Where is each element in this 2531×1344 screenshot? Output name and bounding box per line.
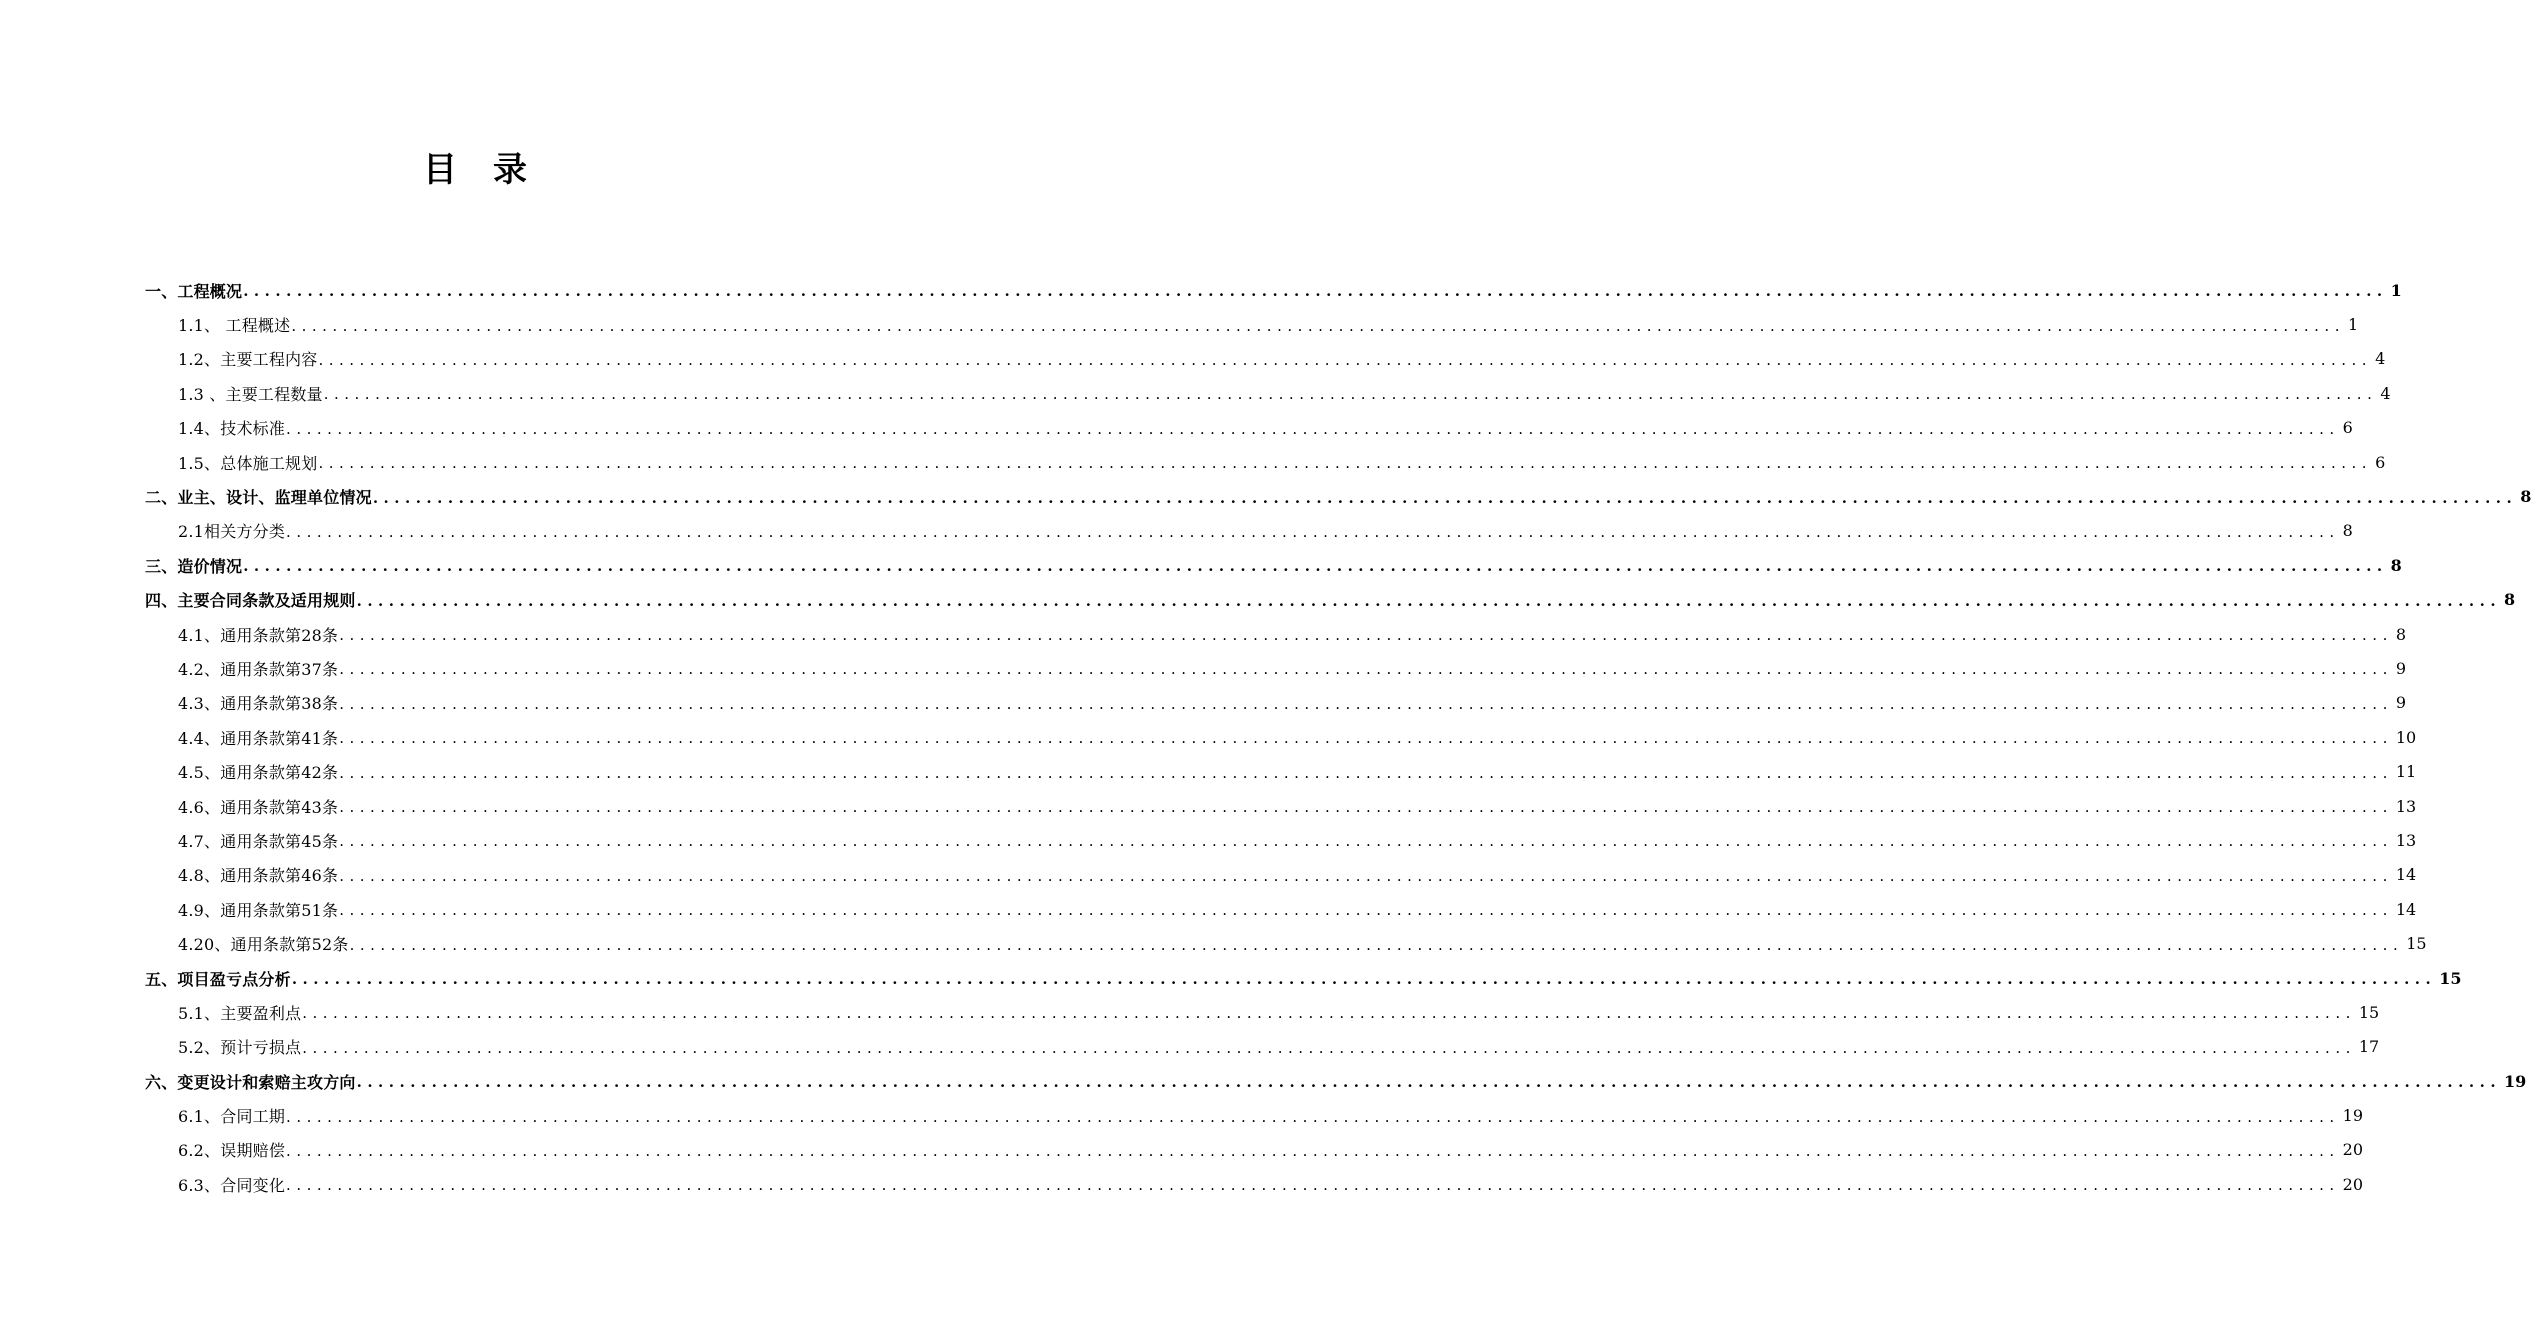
- toc-section-entry[interactable]: [0, 651, 2407, 685]
- toc-entry-title: 4.20、通用条款第52条: [178, 935, 349, 955]
- toc-section-entry[interactable]: [0, 858, 2417, 892]
- toc-dot-leader: ........................................................................................................................................................................................................: [302, 1038, 2356, 1057]
- toc-page-number: 15: [2358, 1002, 2380, 1022]
- toc-dot-leader: ........................................................................................................................................................................................................: [339, 694, 2393, 713]
- toc-dot-leader: ........................................................................................................................................................................................................: [323, 385, 2378, 404]
- toc-page-number: 13: [2395, 830, 2417, 850]
- toc-entry-title: 6.3、合同变化: [178, 1175, 286, 1195]
- toc-page-number: 9: [2395, 658, 2407, 678]
- toc-dot-leader: ........................................................................................................................................................................................................: [339, 729, 2393, 748]
- toc-dot-leader: ........................................................................................................................................................................................................: [243, 557, 2388, 576]
- toc-section-entry[interactable]: [0, 1098, 2364, 1132]
- toc-entry-title: 4.9、通用条款第51条: [178, 900, 339, 920]
- toc-page-number: 6: [2342, 418, 2353, 438]
- toc-dot-leader: ........................................................................................................................................................................................................: [339, 832, 2393, 851]
- toc-entry-title: 二、业主、设计、监理单位情况: [145, 488, 372, 508]
- toc-dot-leader: ........................................................................................................................................................................................................: [318, 350, 2373, 369]
- toc-page-number: 14: [2395, 865, 2417, 885]
- toc-section-entry[interactable]: [0, 789, 2417, 823]
- page-title: 目录: [423, 150, 563, 190]
- toc-entry-title: 4.1、通用条款第28条: [178, 625, 339, 645]
- toc-page-number: 20: [2342, 1174, 2364, 1194]
- toc-page-number: 8: [2504, 590, 2516, 610]
- toc-dot-leader: ........................................................................................................................................................................................................: [286, 1107, 2340, 1126]
- toc-section-entry[interactable]: [0, 823, 2417, 857]
- toc-dot-leader: ........................................................................................................................................................................................................: [286, 419, 2340, 438]
- toc-page-number: 17: [2358, 1037, 2380, 1057]
- table-of-contents: [0, 273, 2531, 1202]
- toc-section-entry[interactable]: [0, 1133, 2364, 1167]
- toc-dot-leader: ........................................................................................................................................................................................................: [286, 522, 2340, 541]
- toc-entry-title: 4.7、通用条款第45条: [178, 831, 339, 851]
- toc-chapter-entry[interactable]: [0, 548, 2402, 582]
- toc-page-number: 11: [2395, 762, 2417, 782]
- toc-page-number: 9: [2395, 693, 2407, 713]
- toc-dot-leader: ........................................................................................................................................................................................................: [356, 1073, 2502, 1092]
- toc-entry-title: 4.5、通用条款第42条: [178, 763, 339, 783]
- toc-chapter-entry[interactable]: [0, 1064, 2527, 1098]
- toc-entry-title: 六、变更设计和索赔主攻方向: [145, 1072, 356, 1092]
- toc-dot-leader: ........................................................................................................................................................................................................: [291, 970, 2437, 988]
- toc-page-number: 8: [2342, 521, 2353, 541]
- toc-entry-title: 4.3、通用条款第38条: [178, 694, 339, 714]
- toc-dot-leader: ........................................................................................................................................................................................................: [339, 798, 2393, 817]
- toc-section-entry[interactable]: [0, 1167, 2364, 1201]
- toc-page-number: 4: [2375, 349, 2386, 369]
- toc-section-entry[interactable]: [0, 445, 2386, 479]
- toc-page-number: 6: [2375, 452, 2386, 472]
- toc-section-entry[interactable]: [0, 514, 2353, 548]
- toc-page-number: 20: [2342, 1140, 2364, 1160]
- toc-dot-leader: ........................................................................................................................................................................................................: [286, 1141, 2340, 1160]
- toc-page-number: 10: [2395, 727, 2417, 747]
- toc-dot-leader: ........................................................................................................................................................................................................: [339, 866, 2393, 885]
- toc-page-number: 15: [2406, 934, 2427, 954]
- toc-section-entry[interactable]: [0, 995, 2380, 1029]
- toc-section-entry[interactable]: [0, 342, 2386, 376]
- toc-entry-title: 2.1相关方分类: [178, 522, 286, 542]
- toc-page-number: 14: [2395, 899, 2417, 919]
- toc-entry-title: 1.4、技术标准: [178, 419, 286, 439]
- toc-page-number: 1: [2390, 280, 2402, 300]
- toc-dot-leader: ........................................................................................................................................................................................................: [349, 935, 2404, 954]
- toc-entry-title: 1.2、主要工程内容: [178, 350, 318, 370]
- toc-section-entry[interactable]: [0, 1030, 2380, 1064]
- toc-section-entry[interactable]: [0, 307, 2359, 341]
- toc-page-number: 1: [2347, 315, 2359, 335]
- toc-dot-leader: ........................................................................................................................................................................................................: [286, 1176, 2340, 1195]
- toc-page-number: 19: [2504, 1071, 2527, 1091]
- toc-section-entry[interactable]: [0, 376, 2391, 410]
- toc-dot-leader: ........................................................................................................................................................................................................: [243, 282, 2388, 301]
- toc-dot-leader: ........................................................................................................................................................................................................: [339, 763, 2393, 782]
- toc-page-number: 8: [2390, 555, 2402, 575]
- toc-entry-title: 4.4、通用条款第41条: [178, 728, 339, 748]
- toc-page-number: 8: [2520, 487, 2531, 507]
- toc-chapter-entry[interactable]: [0, 961, 2462, 995]
- toc-page-number: 4: [2380, 383, 2391, 403]
- toc-section-entry[interactable]: [0, 720, 2417, 754]
- toc-chapter-entry[interactable]: [0, 273, 2402, 307]
- toc-entry-title: 4.8、通用条款第46条: [178, 866, 339, 886]
- toc-dot-leader: ........................................................................................................................................................................................................: [356, 591, 2502, 610]
- toc-section-entry[interactable]: [0, 926, 2427, 960]
- toc-dot-leader: ........................................................................................................................................................................................................: [372, 488, 2518, 507]
- toc-section-entry[interactable]: [0, 754, 2417, 788]
- toc-section-entry[interactable]: [0, 617, 2407, 651]
- toc-page-number: 19: [2342, 1106, 2364, 1126]
- toc-section-entry[interactable]: [0, 686, 2407, 720]
- toc-page-number: 13: [2395, 796, 2417, 816]
- toc-dot-leader: ........................................................................................................................................................................................................: [339, 626, 2393, 645]
- toc-entry-title: 1.1、 工程概述: [178, 316, 291, 336]
- toc-entry-title: 4.2、通用条款第37条: [178, 659, 339, 679]
- toc-dot-leader: ........................................................................................................................................................................................................: [318, 454, 2373, 473]
- toc-entry-title: 6.1、合同工期: [178, 1107, 286, 1127]
- toc-entry-title: 1.3 、主要工程数量: [178, 384, 323, 404]
- toc-entry-title: 四、主要合同条款及适用规则: [145, 591, 356, 611]
- toc-dot-leader: ........................................................................................................................................................................................................: [302, 1004, 2356, 1023]
- toc-entry-title: 6.2、误期赔偿: [178, 1141, 286, 1161]
- toc-entry-title: 5.2、预计亏损点: [178, 1038, 302, 1058]
- toc-entry-title: 4.6、通用条款第43条: [178, 797, 339, 817]
- toc-section-entry[interactable]: [0, 411, 2353, 445]
- toc-dot-leader: ........................................................................................................................................................................................................: [339, 660, 2393, 679]
- toc-section-entry[interactable]: [0, 892, 2417, 926]
- toc-page-number: 8: [2395, 624, 2407, 644]
- toc-entry-title: 五、项目盈亏点分析: [145, 969, 291, 989]
- toc-dot-leader: ........................................................................................................................................................................................................: [339, 901, 2393, 920]
- toc-entry-title: 三、造价情况: [145, 556, 243, 576]
- toc-entry-title: 一、工程概况: [145, 281, 243, 301]
- toc-chapter-entry[interactable]: [0, 583, 2516, 617]
- toc-dot-leader: ........................................................................................................................................................................................................: [291, 316, 2345, 335]
- toc-entry-title: 1.5、总体施工规划: [178, 453, 318, 473]
- toc-chapter-entry[interactable]: [0, 479, 2531, 513]
- toc-page-number: 15: [2439, 968, 2462, 988]
- toc-entry-title: 5.1、主要盈利点: [178, 1003, 302, 1023]
